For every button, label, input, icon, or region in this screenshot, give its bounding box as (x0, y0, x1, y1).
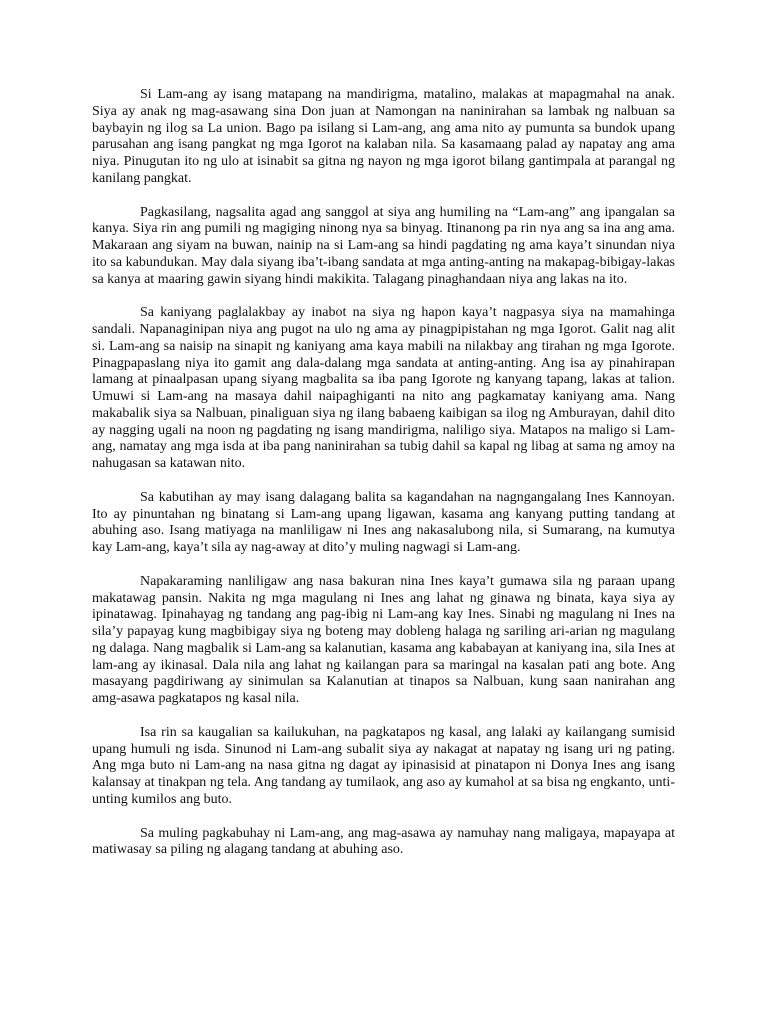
document-page (92, 87, 675, 876)
paragraph-6: Isa rin sa kaugalian sa kailukuhan, na pagkatapos ng kasal, ang lalaki ay kailangang sumisid upang humuli ng isda. Sinunod ni Lam-ang subalit siya ay nakagat at napatay ng isang uri ng pating. Ang mga buto ni Lam-ang na nasa gitna ng dagat ay ipinasisid at pinatapon ni Donya Ines ang isang kalansay at tinakpan ng tela. Ang tandang ay tumilaok, ang aso ay kumahol at sa bisa ng engkanto, unti-unting kumilos ang buto. (92, 724, 675, 807)
paragraph-5: Napakaraming nanliligaw ang nasa bakuran nina Ines kaya’t gumawa sila ng paraan upang makatawag pansin. Nakita ng mga magulang ni Ines ang lahat ng ginawa ng binata, kaya siya ay ipinatawag. Ipinahayag ng tandang ang pag-ibig ni Lam-ang kay Ines. Sinabi ng magulang ni Ines na sila’y papayag kung magbibigay siya ng boteng may dobleng halaga ng sariling ari-arian ng magulang ng dalaga. Nang magbalik si Lam-ang sa kalanutian, kasama ang kababayan at kaniyang ina, sila Ines at lam-ang ay ikinasal. Dala nila ang lahat ng kailangan para sa maringal na kasalan pati ang bote. Ang masayang pagdiriwang ay sinimulan sa Kalanutian at tinapos sa Nalbuan, kung saan nanirahan ang amg-asawa pagkatapos ng kasal nila. (92, 573, 675, 706)
paragraph-3: Sa kaniyang paglalakbay ay inabot na siya ng hapon kaya’t nagpasya siya na mamahinga sandali. Napanaginipan niya ang pugot na ulo ng ama ay pinagpipistahan ng mga Igorot. Galit nag alit si. Lam-ang sa naisip na sinapit ng kaniyang ama kaya mabili na nilakbay ang tirahan ng mga Igorote. Pinagpapaslang niya ito gamit ang dala-dalang mga sandata at anting-anting. Ang isa ay pinahirapan lamang at pinaalpasan upang siyang magbalita sa iba pang Igorote ng kanyang tapang, lakas at talion. Umuwi si Lam-ang na masaya dahil naipaghiganti na nito ang pagkamatay kaniyang ama. Nang makabalik siya sa Nalbuan, pinaliguan siya ng ilang babaeng kaibigan sa ilog ng Amburayan, dahil dito ay nagging ugali na noon ng pagdating ng isang mandirigma, naliligo siya. Matapos na maligo si Lam-ang, namatay ang mga isda at iba pang naninirahan sa tubig dahil sa kapal ng libag at sama ng amoy na nahugasan sa katawan nito. (92, 305, 675, 471)
paragraph-1: Si Lam-ang ay isang matapang na mandirigma, matalino, malakas at mapagmahal na anak. Siya ay anak ng mag-asawang sina Don juan at Namongan na naninirahan sa lambak ng nalbuan sa baybayin ng ilog sa La union. Bago pa isilang si Lam-ang, ang ama nito ay pumunta sa bundok upang parusahan ang isang pangkat ng mga Igorot na kalaban nila. Sa kasamaang palad ay napatay ang ama niya. Pinugutan ito ng ulo at isinabit sa gitna ng nayon ng mga igorot bilang gantimpala at parangal ng kanilang pangkat. (92, 87, 675, 186)
paragraph-2: Pagkasilang, nagsalita agad ang sanggol at siya ang humiling na “Lam-ang” ang ipangalan sa kanya. Siya rin ang pumili ng magiging ninong nya sa binyag. Itinanong pa rin nya ang sa ina ang ama. Makaraan ang siyam na buwan, nainip na si Lam-ang sa hindi pagdating ng ama kaya’t sinundan niya ito sa kabundukan. May dala siyang iba’t-ibang sandata at mga anting-anting na makapag-bibigay-lakas sa kanya at maaring gawin siyang hindi makikita. Talagang pinaghandaan niya ang lakas na ito. (92, 204, 675, 287)
paragraph-7: Sa muling pagkabuhay ni Lam-ang, ang mag-asawa ay namuhay nang maligaya, mapayapa at matiwasay sa piling ng alagang tandang at abuhing aso. (92, 825, 675, 858)
paragraph-4: Sa kabutihan ay may isang dalagang balita sa kagandahan na nagngangalang Ines Kannoyan. Ito ay pinuntahan ng binatang si Lam-ang upang ligawan, kasama ang kanyang putting tandang at abuhing aso. Isang matiyaga na manliligaw ni Ines ang nakasalubong nila, si Sumarang, na kumutya kay Lam-ang, kaya’t sila ay nag-away at dito’y muling nagwagi si Lam-ang. (92, 489, 675, 555)
